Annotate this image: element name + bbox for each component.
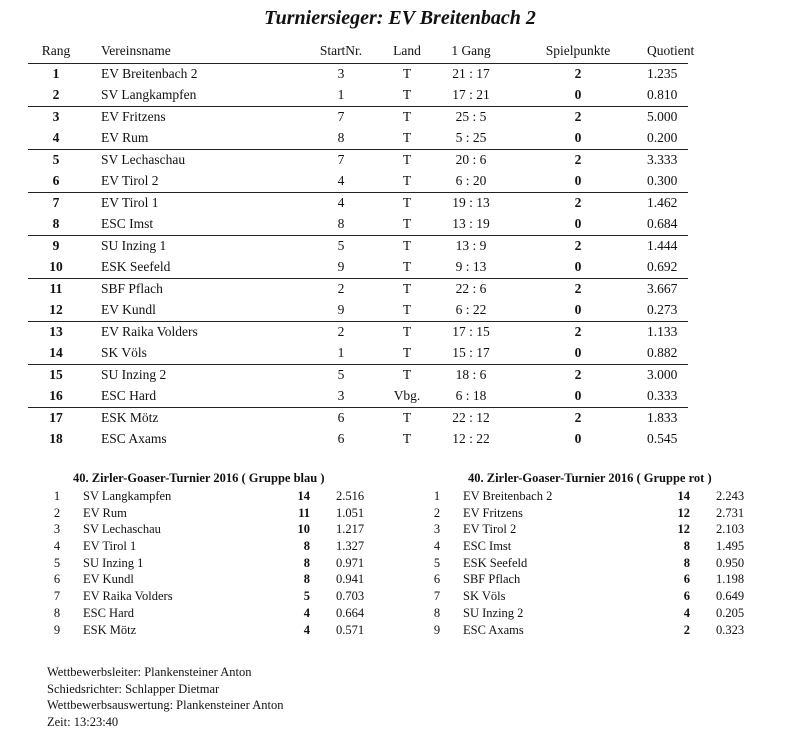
group-red-table	[420, 471, 745, 639]
team-name-cell: ESC Hard	[83, 605, 135, 620]
gang-cell: 17 : 15	[452, 324, 490, 339]
list-item	[40, 622, 365, 640]
team-name-cell: EV Rum	[83, 505, 127, 520]
land-cell: T	[402, 173, 412, 188]
team-name-cell: SV Lechaschau	[101, 152, 186, 167]
team-name-cell: EV Tirol 1	[101, 195, 159, 210]
team-name-cell: EV Tirol 1	[83, 539, 137, 554]
startnr-cell: 4	[337, 195, 345, 210]
team-name-cell: ESC Imst	[463, 539, 512, 554]
group-blue-title: 40. Zirler-Goaser-Turnier 2016 ( Gruppe blau )	[73, 471, 325, 485]
spielpunkte-cell: 2	[574, 367, 582, 382]
rank-cell: 6	[53, 572, 61, 587]
rank-cell: 18	[49, 431, 63, 446]
rank-cell: 3	[52, 109, 60, 124]
table-row	[28, 300, 688, 321]
rank-cell: 13	[49, 324, 63, 339]
team-name-cell: SK Völs	[463, 589, 506, 604]
rank-cell: 4	[52, 130, 60, 145]
land-cell: T	[402, 66, 412, 81]
land-cell: T	[402, 238, 412, 253]
gang-cell: 21 : 17	[452, 66, 490, 81]
table-row	[28, 214, 688, 235]
land-cell: T	[402, 152, 412, 167]
team-name-cell: ESC Imst	[101, 216, 154, 231]
points-cell: 14	[297, 489, 310, 503]
startnr-cell: 7	[337, 152, 345, 167]
header-rang: Rang	[41, 43, 71, 58]
team-name-cell: SU Inzing 1	[83, 555, 144, 570]
quotient-cell: 0.649	[716, 589, 745, 604]
header-spielpunkte: Spielpunkte	[545, 43, 611, 58]
list-item	[40, 505, 365, 523]
team-name-cell: SU Inzing 1	[101, 238, 167, 253]
points-cell: 8	[303, 555, 310, 570]
land-cell: T	[402, 87, 412, 102]
startnr-cell: 7	[337, 109, 345, 124]
startnr-cell: 8	[337, 216, 345, 231]
rank-cell: 17	[49, 410, 63, 425]
gang-cell: 9 : 13	[455, 259, 487, 274]
gang-cell: 6 : 22	[455, 302, 487, 317]
rank-cell: 7	[433, 589, 441, 604]
spielpunkte-cell: 0	[574, 431, 582, 446]
startnr-cell: 2	[337, 324, 345, 339]
team-name-cell: ESK Seefeld	[101, 259, 171, 274]
startnr-cell: 2	[337, 281, 345, 296]
quotient-cell: 1.833	[647, 410, 678, 425]
table-row	[28, 128, 688, 149]
team-name-cell: ESK Mötz	[101, 410, 159, 425]
team-name-cell: EV Tirol 2	[463, 522, 517, 537]
rank-cell: 8	[52, 216, 60, 231]
group-blue-body	[40, 489, 365, 639]
startnr-cell: 8	[337, 130, 345, 145]
startnr-cell: 3	[337, 388, 345, 403]
table-row	[28, 149, 688, 171]
spielpunkte-cell: 0	[574, 87, 582, 102]
group-blue-table	[40, 471, 365, 639]
team-name-cell: EV Tirol 2	[101, 173, 159, 188]
table-row	[28, 63, 688, 85]
spielpunkte-cell: 0	[574, 173, 582, 188]
rank-cell: 8	[433, 605, 441, 620]
team-name-cell: EV Kundl	[83, 572, 134, 587]
land-cell: T	[402, 302, 412, 317]
quotient-cell: 0.323	[716, 622, 745, 637]
gang-cell: 13 : 9	[455, 238, 487, 253]
land-cell: T	[402, 431, 412, 446]
rank-cell: 1	[53, 489, 61, 503]
spielpunkte-cell: 0	[574, 259, 582, 274]
list-item	[40, 605, 365, 623]
points-cell: 10	[297, 522, 310, 537]
list-item	[420, 605, 745, 623]
quotient-cell: 0.684	[647, 216, 678, 231]
spielpunkte-cell: 2	[574, 195, 582, 210]
ranking-header	[28, 41, 695, 63]
quotient-cell: 0.810	[647, 87, 678, 102]
rank-cell: 6	[52, 173, 60, 188]
team-name-cell: SU Inzing 2	[463, 605, 524, 620]
list-item	[40, 489, 365, 506]
land-cell: T	[402, 195, 412, 210]
rank-cell: 16	[49, 388, 63, 403]
rank-cell: 5	[433, 555, 441, 570]
startnr-cell: 4	[337, 173, 345, 188]
rank-cell: 9	[433, 622, 441, 637]
rank-cell: 10	[49, 259, 63, 274]
rank-cell: 4	[433, 539, 441, 554]
team-name-cell: EV Breitenbach 2	[463, 489, 553, 503]
quotient-cell: 0.205	[716, 605, 745, 620]
team-name-cell: EV Rum	[101, 130, 149, 145]
land-cell: T	[402, 130, 412, 145]
gang-cell: 25 : 5	[455, 109, 487, 124]
points-cell: 11	[298, 505, 310, 520]
rank-cell: 5	[53, 555, 61, 570]
spielpunkte-cell: 2	[574, 281, 582, 296]
rank-cell: 4	[53, 539, 61, 554]
land-cell: T	[402, 109, 412, 124]
team-name-cell: SV Langkampfen	[83, 489, 172, 503]
quotient-cell: 1.495	[716, 539, 745, 554]
quotient-cell: 0.333	[647, 388, 678, 403]
gang-cell: 22 : 6	[455, 281, 487, 296]
list-item	[420, 555, 745, 573]
points-cell: 14	[677, 489, 690, 503]
quotient-cell: 1.327	[336, 539, 365, 554]
team-name-cell: EV Fritzens	[463, 505, 523, 520]
table-row	[28, 235, 688, 257]
startnr-cell: 6	[337, 431, 345, 446]
quotient-cell: 1.133	[647, 324, 678, 339]
gang-cell: 20 : 6	[455, 152, 487, 167]
land-cell: T	[402, 324, 412, 339]
land-cell: Vbg.	[393, 388, 421, 403]
list-item	[420, 589, 745, 606]
startnr-cell: 6	[337, 410, 345, 425]
quotient-cell: 1.462	[647, 195, 678, 210]
table-row	[28, 171, 688, 192]
gang-cell: 6 : 18	[455, 388, 487, 403]
list-item	[40, 589, 365, 606]
startnr-cell: 3	[337, 66, 345, 81]
gang-cell: 19 : 13	[452, 195, 490, 210]
ranking-body	[28, 63, 688, 450]
quotient-cell: 1.444	[647, 238, 678, 253]
quotient-cell: 3.000	[647, 367, 678, 382]
points-cell: 6	[683, 589, 690, 604]
startnr-cell: 1	[337, 87, 345, 102]
footer-info	[47, 664, 283, 730]
rank-cell: 7	[52, 195, 60, 210]
header-startnr: StartNr.	[319, 43, 363, 58]
footer-leiter: Wettbewerbsleiter: Plankensteiner Anton	[47, 665, 252, 679]
gang-cell: 5 : 25	[455, 130, 487, 145]
quotient-cell: 0.692	[647, 259, 678, 274]
spielpunkte-cell: 0	[574, 388, 582, 403]
land-cell: T	[402, 367, 412, 382]
spielpunkte-cell: 2	[574, 238, 582, 253]
group-red-body	[420, 489, 745, 639]
gang-cell: 12 : 22	[452, 431, 490, 446]
spielpunkte-cell: 0	[574, 302, 582, 317]
list-item	[40, 555, 365, 573]
quotient-cell: 3.667	[647, 281, 678, 296]
startnr-cell: 1	[337, 345, 345, 360]
list-item	[420, 489, 745, 506]
points-cell: 12	[677, 505, 690, 520]
header-gang: 1 Gang	[451, 43, 491, 58]
team-name-cell: SV Langkampfen	[101, 87, 197, 102]
quotient-cell: 0.545	[647, 431, 678, 446]
team-name-cell: EV Breitenbach 2	[101, 66, 198, 81]
rank-cell: 14	[49, 345, 63, 360]
rank-cell: 15	[49, 367, 63, 382]
spielpunkte-cell: 0	[574, 216, 582, 231]
team-name-cell: SU Inzing 2	[101, 367, 167, 382]
points-cell: 8	[303, 539, 310, 554]
points-cell: 12	[677, 522, 690, 537]
gang-cell: 13 : 19	[452, 216, 490, 231]
quotient-cell: 1.051	[336, 505, 365, 520]
startnr-cell: 5	[337, 367, 345, 382]
points-cell: 8	[683, 539, 690, 554]
rank-cell: 3	[53, 522, 61, 537]
land-cell: T	[402, 216, 412, 231]
rank-cell: 3	[433, 522, 441, 537]
list-item	[420, 572, 745, 589]
land-cell: T	[402, 345, 412, 360]
rank-cell: 1	[52, 66, 60, 81]
table-row	[28, 257, 688, 278]
quotient-cell: 2.731	[716, 505, 745, 520]
team-name-cell: SV Lechaschau	[83, 522, 161, 537]
team-name-cell: SK Völs	[101, 345, 147, 360]
quotient-cell: 0.882	[647, 345, 678, 360]
quotient-cell: 0.950	[716, 555, 745, 570]
team-name-cell: ESC Axams	[101, 431, 167, 446]
spielpunkte-cell: 0	[574, 130, 582, 145]
quotient-cell: 2.516	[336, 489, 365, 503]
team-name-cell: ESC Hard	[101, 388, 157, 403]
rank-cell: 11	[49, 281, 63, 296]
table-row	[28, 106, 688, 128]
list-item	[420, 622, 745, 640]
header-vereinsname: Vereinsname	[101, 43, 171, 58]
land-cell: T	[402, 410, 412, 425]
quotient-cell: 0.300	[647, 173, 678, 188]
quotient-cell: 0.703	[336, 589, 365, 604]
page-title: Turniersieger: EV Breitenbach 2	[264, 7, 536, 29]
rank-cell: 8	[53, 605, 61, 620]
gang-cell: 15 : 17	[452, 345, 490, 360]
quotient-cell: 0.571	[336, 622, 365, 637]
quotient-cell: 1.217	[336, 522, 365, 537]
startnr-cell: 9	[337, 302, 345, 317]
team-name-cell: ESK Seefeld	[463, 555, 528, 570]
points-cell: 4	[683, 605, 690, 620]
quotient-cell: 1.235	[647, 66, 678, 81]
team-name-cell: EV Raika Volders	[101, 324, 198, 339]
spielpunkte-cell: 2	[574, 66, 582, 81]
list-item	[40, 539, 365, 556]
spielpunkte-cell: 2	[574, 152, 582, 167]
land-cell: T	[402, 281, 412, 296]
quotient-cell: 0.273	[647, 302, 678, 317]
footer-schiedsrichter: Schiedsrichter: Schlapper Dietmar	[47, 681, 220, 696]
table-row	[28, 407, 688, 429]
team-name-cell: SBF Pflach	[101, 281, 163, 296]
list-item	[40, 522, 365, 539]
points-cell: 8	[303, 572, 310, 587]
quotient-cell: 0.941	[336, 572, 365, 587]
rank-cell: 5	[52, 152, 60, 167]
list-item	[420, 505, 745, 523]
team-name-cell: EV Fritzens	[101, 109, 166, 124]
quotient-cell: 0.664	[336, 605, 365, 620]
points-cell: 6	[683, 572, 690, 587]
team-name-cell: ESC Axams	[463, 622, 524, 637]
footer-auswertung: Wettbewerbsauswertung: Plankensteiner Anton	[47, 698, 284, 712]
quotient-cell: 3.333	[647, 152, 678, 167]
ranking-table	[28, 41, 695, 450]
team-name-cell: SBF Pflach	[463, 572, 521, 587]
spielpunkte-cell: 2	[574, 109, 582, 124]
table-row	[28, 343, 688, 364]
team-name-cell: EV Kundl	[101, 302, 156, 317]
table-row	[28, 192, 688, 214]
table-row	[28, 386, 688, 407]
points-cell: 2	[683, 622, 690, 637]
header-land: Land	[393, 43, 421, 58]
header-quotient: Quotient	[647, 43, 695, 58]
rank-cell: 1	[433, 489, 441, 503]
list-item	[40, 572, 365, 589]
table-row	[28, 364, 688, 386]
startnr-cell: 5	[337, 238, 345, 253]
gang-cell: 18 : 6	[455, 367, 487, 382]
team-name-cell: ESK Mötz	[83, 622, 137, 637]
rank-cell: 6	[433, 572, 441, 587]
table-row	[28, 278, 688, 300]
gang-cell: 17 : 21	[452, 87, 490, 102]
group-red-title: 40. Zirler-Goaser-Turnier 2016 ( Gruppe rot )	[468, 471, 712, 485]
rank-cell: 7	[53, 589, 61, 604]
points-cell: 8	[683, 555, 690, 570]
table-row	[28, 429, 688, 450]
quotient-cell: 5.000	[647, 109, 678, 124]
list-item	[420, 539, 745, 556]
rank-cell: 12	[49, 302, 63, 317]
rank-cell: 2	[52, 87, 60, 102]
table-row	[28, 321, 688, 343]
rank-cell: 9	[52, 238, 60, 253]
quotient-cell: 0.200	[647, 130, 678, 145]
footer-zeit: Zeit: 13:23:40	[47, 714, 119, 729]
rank-cell: 9	[53, 622, 61, 637]
points-cell: 4	[303, 605, 310, 620]
points-cell: 4	[303, 622, 310, 637]
points-cell: 5	[303, 589, 310, 604]
quotient-cell: 2.243	[716, 489, 745, 503]
list-item	[420, 522, 745, 539]
spielpunkte-cell: 2	[574, 410, 582, 425]
gang-cell: 6 : 20	[455, 173, 487, 188]
gang-cell: 22 : 12	[452, 410, 490, 425]
rank-cell: 2	[433, 505, 441, 520]
rank-cell: 2	[53, 505, 61, 520]
quotient-cell: 1.198	[716, 572, 745, 587]
table-row	[28, 85, 688, 106]
team-name-cell: EV Raika Volders	[83, 589, 173, 604]
quotient-cell: 2.103	[716, 522, 745, 537]
quotient-cell: 0.971	[336, 555, 365, 570]
land-cell: T	[402, 259, 412, 274]
spielpunkte-cell: 0	[574, 345, 582, 360]
startnr-cell: 9	[337, 259, 345, 274]
spielpunkte-cell: 2	[574, 324, 582, 339]
